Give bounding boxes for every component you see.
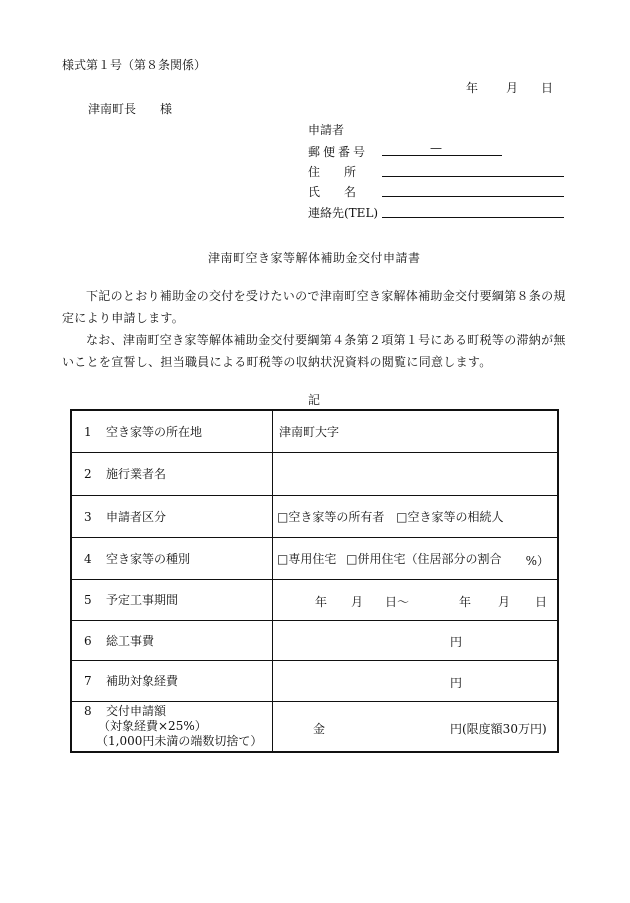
name-label: 氏 名 <box>308 185 357 199</box>
grant-amount-yen: 円(限度額30万円) <box>450 721 547 736</box>
applicant-heading: 申請者 <box>308 123 345 137</box>
end-day: 日 <box>535 594 548 609</box>
rounding-note: （1,000円未満の端数切捨て） <box>96 733 263 748</box>
row6-label: 6 総工事費 <box>71 620 273 660</box>
document-title: 津南町空き家等解体補助金交付申請書 <box>208 251 421 265</box>
total-cost-yen: 円 <box>450 634 463 649</box>
dedicated-house-checkbox[interactable]: □専用住宅 <box>277 551 337 566</box>
addressee: 津南町長 <box>88 102 137 116</box>
postal-dash: — <box>430 141 442 155</box>
row4-label: 4 空き家等の種別 <box>71 537 273 579</box>
row7-label: 7 補助対象経費 <box>71 660 273 701</box>
address-field[interactable] <box>382 176 564 177</box>
postal-code-field[interactable] <box>382 155 502 156</box>
name-field[interactable] <box>382 196 564 197</box>
ki-heading: 記 <box>308 393 321 407</box>
table-row <box>71 579 558 620</box>
row2-label: 2 施行業者名 <box>71 452 273 495</box>
row7-value[interactable] <box>273 660 559 701</box>
row5-label: 5 予定工事期間 <box>71 579 273 620</box>
table-row <box>71 701 558 752</box>
table-row <box>71 410 558 452</box>
start-month: 月 <box>351 594 364 609</box>
honorific: 様 <box>160 102 173 116</box>
row6-value[interactable] <box>273 620 559 660</box>
mixed-use-house-checkbox[interactable]: □併用住宅（住居部分の割合 <box>346 551 502 566</box>
date-year: 年 <box>466 81 479 95</box>
body-paragraph-2: なお、津南町空き家等解体補助金交付要綱第４条第２項第１号にある町税等の滞納が無いことを宣誓し、担当職員による町税等の収納状況資料の閲覧に同意します。 <box>62 333 566 369</box>
body-paragraph-1: 下記のとおり補助金の交付を受けたいので津南町空き家解体補助金交付要綱第８条の規定により申請します。 <box>62 289 566 325</box>
row1-value[interactable] <box>273 410 559 452</box>
date-day: 日 <box>541 81 554 95</box>
table-row <box>71 660 558 701</box>
end-month: 月 <box>498 594 511 609</box>
row1-label: 1 空き家等の所在地 <box>71 410 273 452</box>
row3-label: 3 申請者区分 <box>71 495 273 537</box>
table-row <box>71 452 558 495</box>
kin-label: 金 <box>313 721 326 736</box>
contact-field[interactable] <box>382 217 564 218</box>
percent-suffix: %） <box>525 553 549 568</box>
owner-checkbox[interactable]: □空き家等の所有者 <box>277 509 385 524</box>
row5-value[interactable] <box>273 579 559 620</box>
table-row <box>71 620 558 660</box>
table-row <box>71 495 558 537</box>
heir-checkbox[interactable]: □空き家等の相続人 <box>396 509 504 524</box>
form-number: 様式第１号（第８条関係） <box>62 58 207 72</box>
row3-value <box>273 495 559 537</box>
eligible-cost-yen: 円 <box>450 675 463 690</box>
contact-label: 連絡先(TEL) <box>308 206 379 220</box>
postal-label: 郵便番号 <box>308 145 369 159</box>
application-table <box>70 409 559 753</box>
end-year: 年 <box>459 594 472 609</box>
row4-value <box>273 537 559 579</box>
rate-note: （対象経費×25%） <box>98 718 207 733</box>
start-year: 年 <box>315 594 328 609</box>
row8-label: 8 交付申請額 （対象経費×25%） （1,000円未満の端数切捨て） <box>71 701 273 752</box>
address-label: 住 所 <box>308 165 357 179</box>
row2-value[interactable] <box>273 452 559 495</box>
date-month: 月 <box>506 81 519 95</box>
row8-value[interactable] <box>273 701 559 752</box>
location-prefix: 津南町大字 <box>279 424 340 439</box>
start-day: 日～ <box>385 594 410 609</box>
table-row <box>71 537 558 579</box>
